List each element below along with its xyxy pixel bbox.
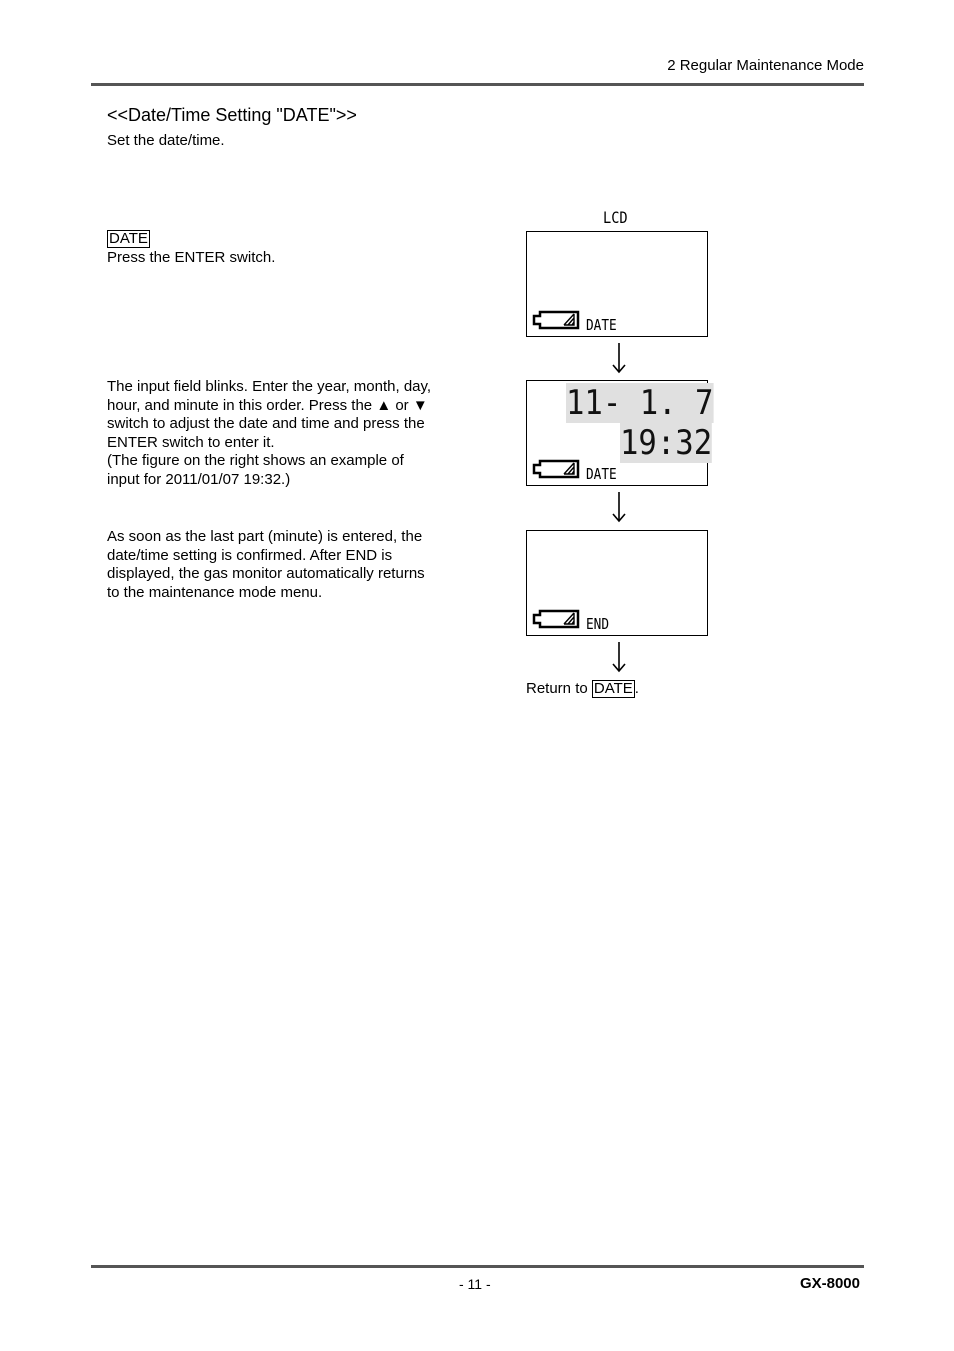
down-arrow-icon	[607, 490, 631, 524]
return-prefix: Return to	[526, 680, 592, 697]
return-note	[526, 680, 639, 698]
intro-text: Set the date/time.	[107, 132, 225, 149]
step-2-line: ENTER switch to enter it.	[107, 433, 275, 451]
step-2-line: input for 2011/01/07 19:32.)	[107, 470, 291, 488]
lcd-mode-text: END	[586, 615, 610, 633]
footer-rule	[91, 1265, 864, 1268]
step-1	[107, 230, 467, 267]
section-title: <<Date/Time Setting "DATE">>	[107, 105, 357, 125]
step-3-line: to the maintenance mode menu.	[107, 583, 323, 601]
battery-icon	[530, 458, 580, 480]
lcd-screen-end	[526, 530, 708, 636]
step-3-line: As soon as the last part (minute) is entered, the	[107, 528, 423, 545]
lcd-screen-date	[526, 231, 708, 337]
model-name: GX-8000	[799, 1275, 860, 1292]
lcd-label: LCD	[603, 208, 628, 227]
step-2-line: The input field blinks. Enter the year, month, day,	[107, 378, 432, 395]
battery-icon	[530, 309, 580, 331]
lcd-mode-text: DATE	[586, 316, 617, 334]
header-rule	[91, 83, 864, 86]
lcd-date-readout: 11- 1. 7	[566, 383, 714, 423]
down-arrow-icon	[607, 640, 631, 674]
step-1-text: Press the ENTER switch.	[107, 248, 276, 266]
lcd-time-readout: 19:32	[620, 423, 713, 463]
key-label-date: DATE	[593, 680, 633, 697]
return-suffix: .	[634, 680, 639, 697]
down-arrow-icon	[607, 341, 631, 375]
step-2-line: (The figure on the right shows an example of	[107, 452, 404, 469]
step-3	[107, 528, 467, 602]
key-label-date: DATE	[109, 230, 148, 247]
running-header: 2 Regular Maintenance Mode	[667, 57, 864, 74]
lcd-screen-input	[526, 380, 714, 486]
step-2-line: hour, and minute in this order. Press the ▲ or ▼	[107, 396, 428, 414]
battery-icon	[530, 608, 580, 630]
step-2-line: switch to adjust the date and time and press the	[107, 415, 425, 432]
page-number: - 11 -	[459, 1276, 491, 1292]
lcd-mode-text: DATE	[586, 465, 617, 483]
step-3-line: displayed, the gas monitor automatically returns	[107, 565, 425, 582]
step-2	[107, 378, 467, 489]
step-3-line: date/time setting is confirmed. After END is	[107, 546, 393, 564]
